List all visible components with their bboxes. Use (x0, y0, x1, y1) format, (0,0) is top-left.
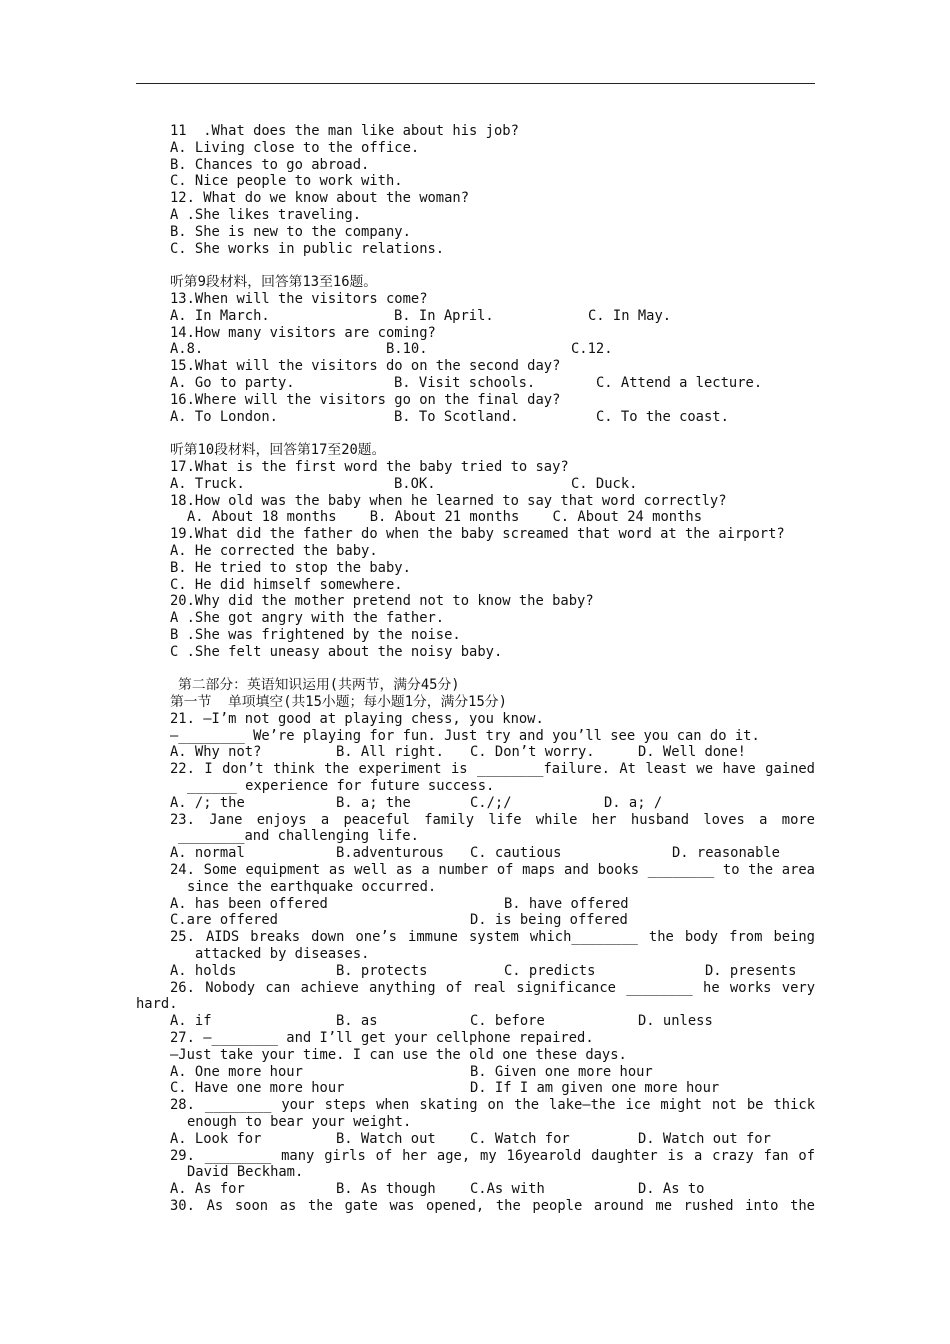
q16-stem: 16.Where will the visitors go on the final day? (170, 391, 561, 408)
q23-stem: 23. Jane enjoys a peaceful family life while her husband loves a more (170, 811, 815, 828)
q22-continuation: ______ experience for future success. (187, 778, 495, 795)
q29-option-a: A. As for (170, 1181, 245, 1198)
q25-stem: 25. AIDS breaks down one’s immune system which________ the body from being (170, 929, 815, 946)
q13-option-a: A. In March. (170, 307, 270, 324)
q26-stem: 26. Nobody can achieve anything of real significance ________ he works very (170, 979, 815, 996)
q24-option-d: D. is being offered (470, 912, 628, 929)
q22-option-d: D. a; / (604, 794, 663, 811)
q30-stem: 30. As soon as the gate was opened, the people around me rushed into the (170, 1198, 815, 1214)
q15-option-c: C. Attend a lecture. (596, 374, 763, 391)
q21-option-a: A. Why not? (170, 744, 262, 761)
q14-option-a: A.8. (170, 341, 204, 358)
q22-option-a: A. /; the (170, 794, 245, 811)
q29-option-c: C.As with (470, 1181, 545, 1198)
q28-stem: 28. ________ your steps when skating on the lake—the ice might not be thick (170, 1097, 815, 1114)
q29-continuation: David Beckham. (187, 1164, 304, 1181)
q24-option-c: C.are offered (170, 912, 278, 929)
q25-option-d: D. presents (705, 962, 797, 979)
q27-line-2: —Just take your time. I can use the old one these days. (170, 1046, 627, 1063)
q27-stem: 27. —________ and I’ll get your cellphone repaired. (170, 1030, 594, 1047)
q17-option-a: A. Truck. (170, 475, 245, 492)
header-rule (136, 83, 815, 84)
q21-option-c: C. Don’t worry. (470, 744, 595, 761)
q27-option-b: B. Given one more hour (470, 1063, 653, 1080)
q22-option-b: B. a; the (336, 794, 411, 811)
q15-option-b: B. Visit schools. (394, 374, 536, 391)
q24-option-a: A. has been offered (170, 895, 328, 912)
question-12 (0, 190, 950, 207)
q18-stem: 18.How old was the baby when he learned to say that word correctly? (170, 492, 727, 509)
q15-option-a: A. Go to party. (170, 374, 295, 391)
question-11 (0, 123, 950, 140)
q14-option-b: B.10. (386, 341, 428, 358)
q25-option-a: A. holds (170, 962, 237, 979)
q23-option-b: B.adventurous (336, 845, 444, 862)
part-2-title: 第二部分：英语知识运用(共两节，满分45分) (178, 677, 460, 694)
q14-stem: 14.How many visitors are coming? (170, 324, 436, 341)
q12-option-c: C. She works in public relations. (170, 240, 445, 257)
q21-stem: 21. —I’m not good at playing chess, you know. (170, 710, 544, 727)
q19-option-a: A. He corrected the baby. (170, 542, 378, 559)
q22-option-c: C./;/ (470, 794, 512, 811)
q18-options: A. About 18 months B. About 21 months C. About 24 months (187, 509, 702, 526)
q13-option-c: C. In May. (588, 307, 672, 324)
part-2-section-1-title: 第一节 单项填空(共15小题；每小题1分，满分15分) (170, 694, 507, 711)
section-10-header: 听第10段材料，回答第17至20题。 (170, 442, 386, 459)
q27-option-a: A. One more hour (170, 1063, 303, 1080)
q16-option-b: B. To Scotland. (394, 408, 519, 425)
q29-option-b: B. As though (336, 1181, 436, 1198)
q19-option-c: C. He did himself somewhere. (170, 576, 403, 593)
q20-stem: 20.Why did the mother pretend not to know the baby? (170, 593, 594, 610)
q20-option-a: A .She got angry with the father. (170, 610, 445, 627)
q28-continuation: enough to bear your weight. (187, 1114, 412, 1131)
section-9-header: 听第9段材料，回答第13至16题。 (170, 274, 378, 291)
q14-option-c: C.12. (571, 341, 613, 358)
q24-continuation: since the earthquake occurred. (187, 878, 437, 895)
q17-stem: 17.What is the first word the baby tried to say? (170, 458, 569, 475)
q23-option-d: D. reasonable (672, 845, 780, 862)
q26-option-b: B. as (336, 1013, 378, 1030)
q11-option-a: A. Living close to the office. (170, 139, 420, 156)
q25-option-b: B. protects (336, 962, 428, 979)
q12-option-a: A .She likes traveling. (170, 206, 362, 223)
q26-option-c: C. before (470, 1013, 545, 1030)
q11-stem: 11 .What does the man like about his job? (170, 123, 519, 139)
q26-option-a: A. if (170, 1013, 212, 1030)
q12-option-b: B. She is new to the company. (170, 223, 411, 240)
q28-option-c: C. Watch for (470, 1130, 570, 1147)
q24-stem: 24. Some equipment as well as a number of maps and books ________ to the area (170, 862, 815, 879)
q21-line-2: —________ We’re playing for fun. Just try and you’ll see you can do it. (170, 727, 760, 744)
q20-option-b: B .She was frightened by the noise. (170, 626, 461, 643)
q13-stem: 13.When will the visitors come? (170, 290, 428, 307)
q17-option-b: B.OK. (394, 475, 436, 492)
q11-option-b: B. Chances to go abroad. (170, 156, 370, 173)
q23-option-c: C. cautious (470, 845, 562, 862)
q19-option-b: B. He tried to stop the baby. (170, 559, 411, 576)
q20-option-c: C .She felt uneasy about the noisy baby. (170, 643, 503, 660)
q23-option-a: A. normal (170, 845, 245, 862)
q16-option-a: A. To London. (170, 408, 278, 425)
q22-stem: 22. I don’t think the experiment is ________failure. At least we have gained (170, 761, 815, 778)
q25-option-c: C. predicts (504, 962, 596, 979)
q21-option-b: B. All right. (336, 744, 444, 761)
q15-stem: 15.What will the visitors do on the second day? (170, 358, 561, 375)
q26-option-d: D. unless (638, 1013, 713, 1030)
q28-option-d: D. Watch out for (638, 1130, 771, 1147)
q28-option-b: B. Watch out (336, 1130, 436, 1147)
q21-option-d: D. Well done! (638, 744, 746, 761)
q27-option-d: D. If I am given one more hour (470, 1080, 720, 1097)
q11-option-c: C. Nice people to work with. (170, 173, 403, 190)
q24-option-b: B. have offered (504, 895, 629, 912)
exam-page (0, 123, 950, 1215)
q12-stem: 12. What do we know about the woman? (170, 190, 470, 207)
q26-continuation: hard. (136, 996, 178, 1013)
q23-continuation: ________and challenging life. (178, 828, 419, 845)
q17-option-c: C. Duck. (571, 475, 638, 492)
q16-option-c: C. To the coast. (596, 408, 729, 425)
q19-stem: 19.What did the father do when the baby screamed that word at the airport? (170, 526, 785, 543)
q13-option-b: B. In April. (394, 307, 494, 324)
q25-continuation: attacked by diseases. (195, 946, 370, 963)
q29-option-d: D. As to (638, 1181, 705, 1198)
q27-option-c: C. Have one more hour (170, 1080, 345, 1097)
q29-stem: 29. ________ many girls of her age, my 16yearold daughter is a crazy fan of (170, 1147, 815, 1164)
q28-option-a: A. Look for (170, 1130, 262, 1147)
